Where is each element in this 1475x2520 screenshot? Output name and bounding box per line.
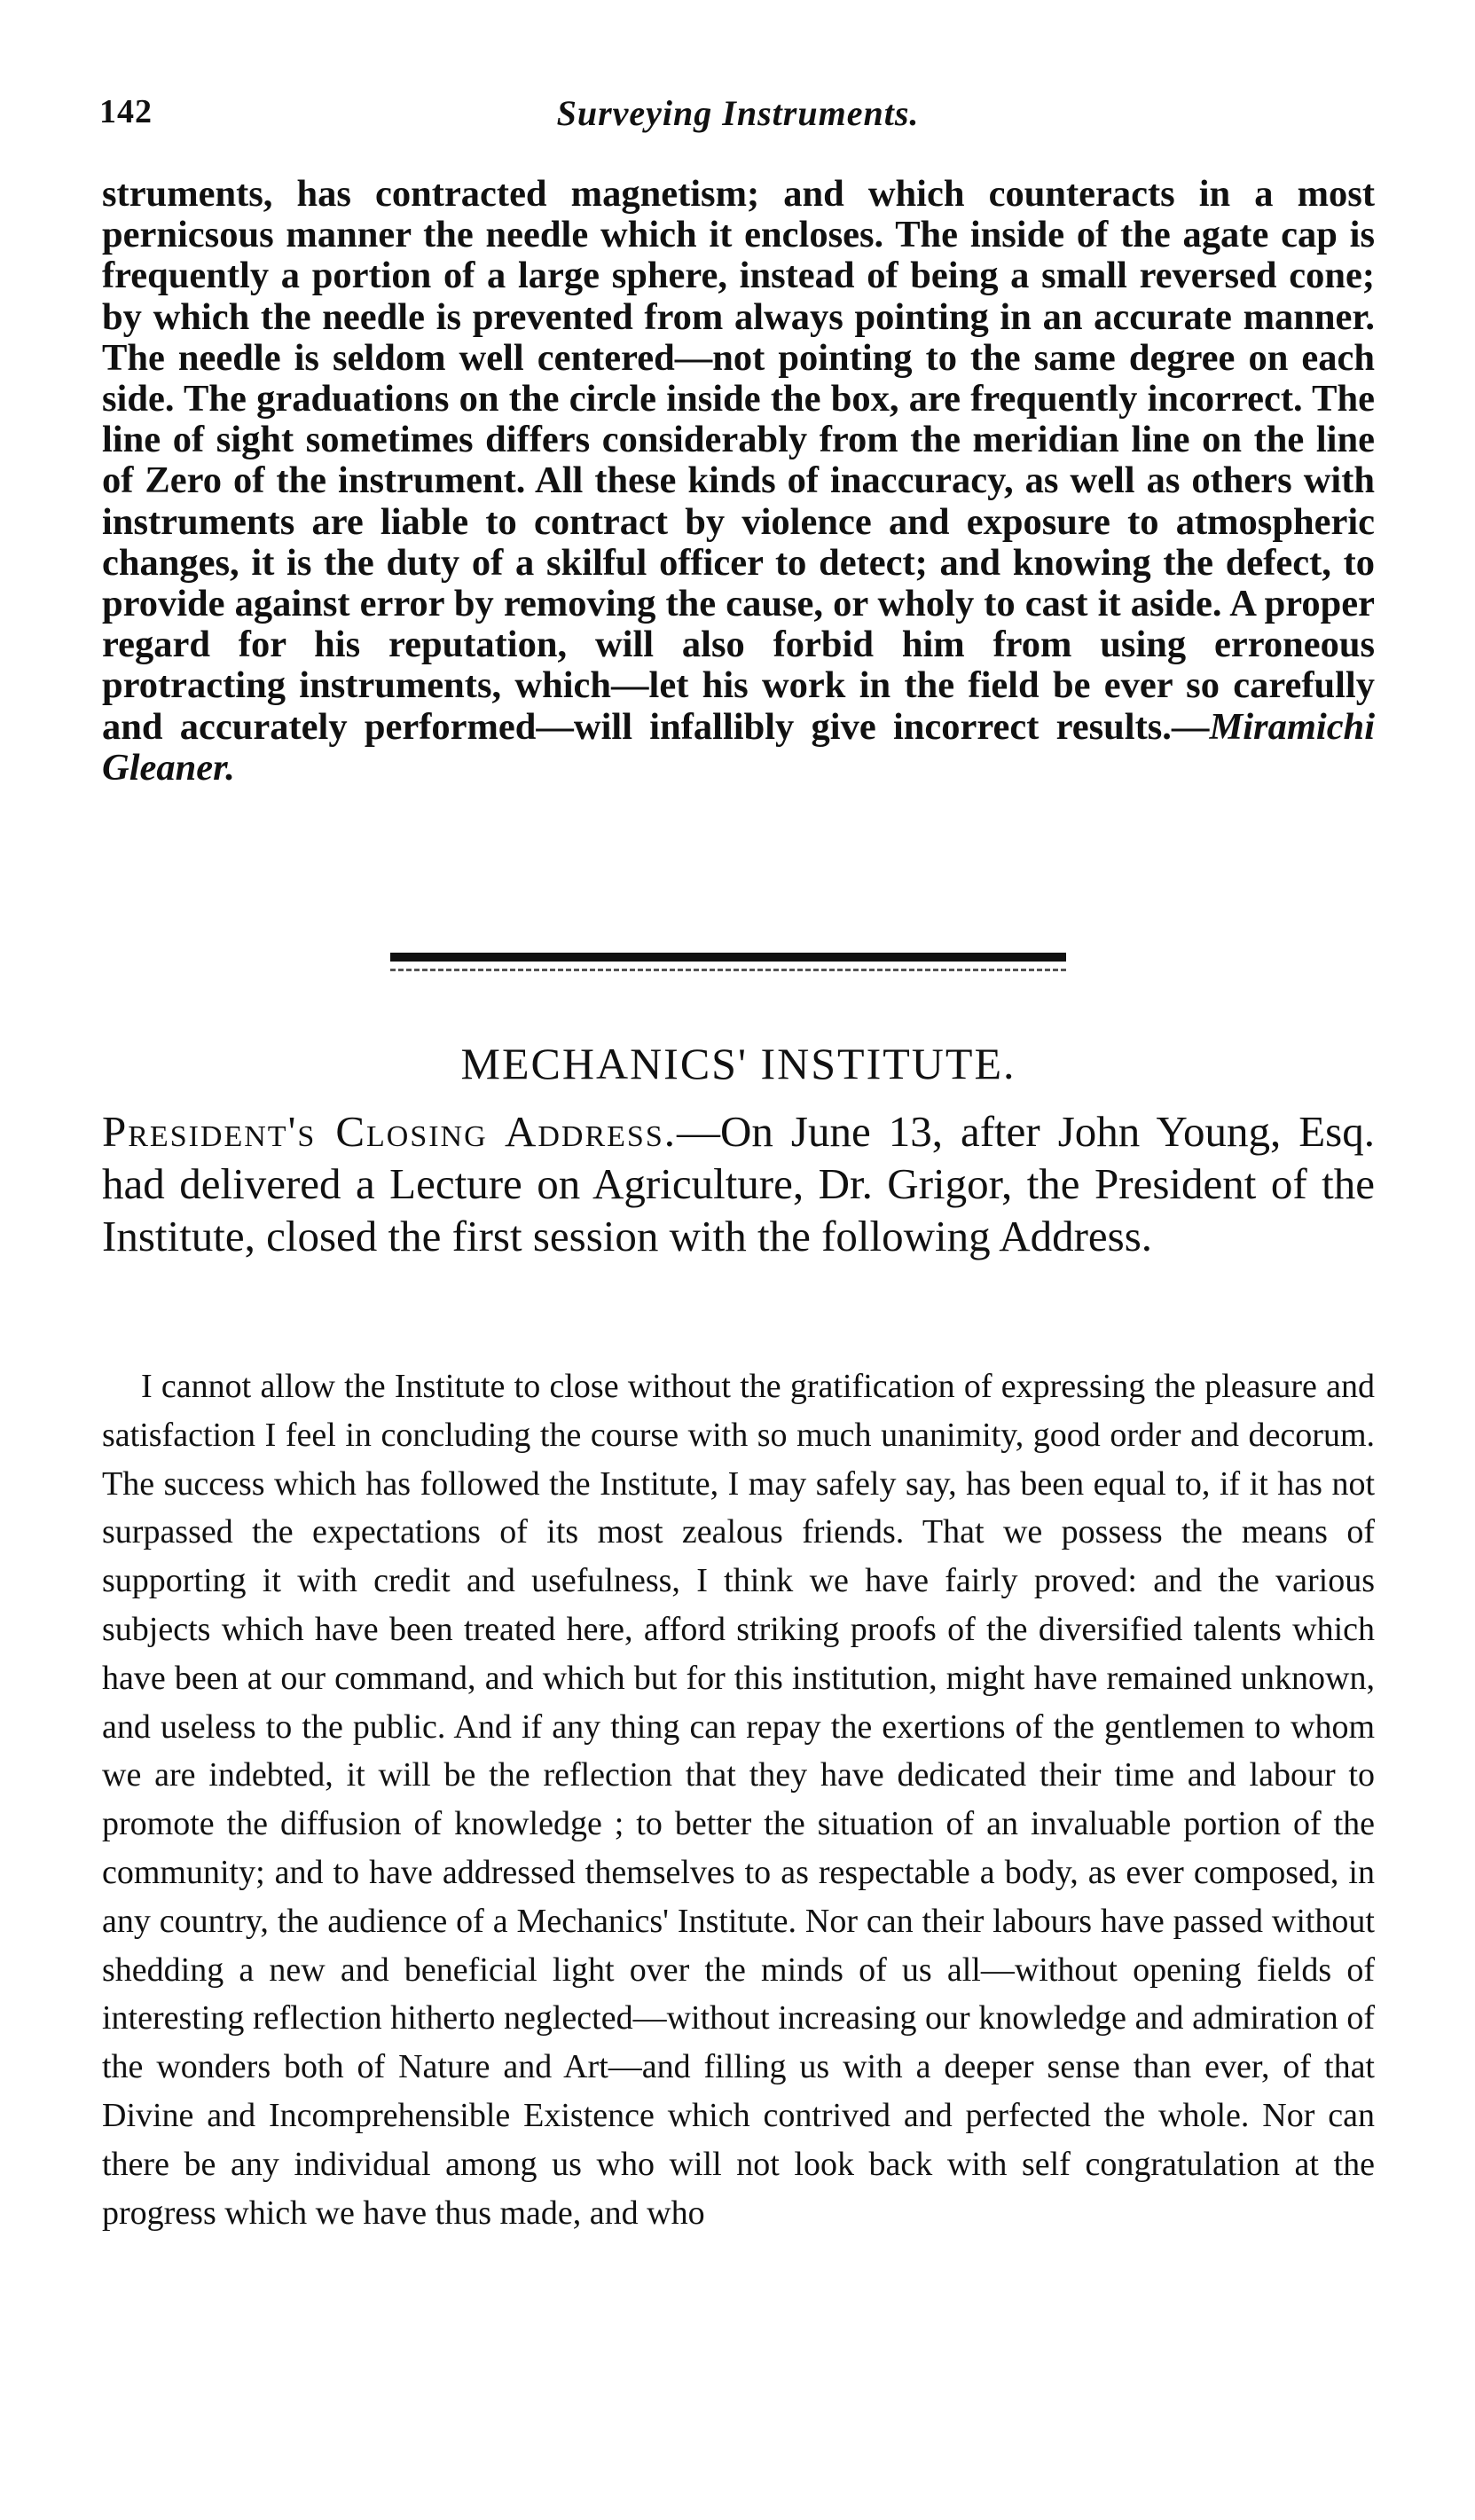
running-title: Surveying Instruments. (556, 93, 920, 133)
surveying-article-paragraph (102, 174, 1375, 789)
divider-thin-rule (390, 969, 1066, 971)
divider-thick-rule (390, 953, 1066, 962)
section-heading: MECHANICS' INSTITUTE. (460, 1039, 1016, 1088)
page-header (99, 92, 1377, 145)
address-intro-text: —On June 13, after John Young, Esq. had delivered a Lecture on Agriculture, Dr. Grigor, the President of the Institute, closed the first session with the following Address. (102, 1107, 1375, 1260)
address-body-paragraph: I cannot allow the Institute to close without the gratification of expressing the pleasure and satisfaction I feel in concluding the course with so much unanimity, good order and decorum. The success which has followed the Institute, I may safely say, has been equal to, if it has not surpassed the expectations of its most zealous friends. That we possess the means of supporting it with credit and usefulness, I think we have fairly proved: and the various subjects which have been treated here, afford striking proofs of the diversified talents which have been at our command, and which but for this institution, might have remained unknown, and useless to the public. And if any thing can repay the exertions of the gentlemen to whom we are indebted, it will be the reflection that they have dedicated their time and labour to promote the diffusion of knowledge ; to better the situation of an invaluable portion of the community; and to have addressed themselves to as respectable a body, as ever composed, in any country, the audience of a Mechanics' Institute. Nor can their labours have passed without shedding a new and beneficial light over the minds of us all—without opening fields of interesting reflection hitherto neglected—without increasing our knowledge and admiration of the wonders both of Nature and Art—and filling us with a deeper sense than ever, of that Divine and Incomprehensible Existence which contrived and perfected the whole. Nor can there be any individual among us who will not look back with self congratulation at the progress which we have thus made, and who (102, 1368, 1375, 2232)
section-divider (390, 947, 1066, 977)
surveying-article-text: struments, has contracted magnetism; and which counteracts in a most pernicsous manner the needle which it encloses. The inside of the agate cap is frequently a portion of a large sphere, instead of being a small reversed cone; by which the needle is prevented from always pointing in an accurate manner. The needle is seldom well centered—not pointing to the same degree on each side. The graduations on the circle inside the box, are frequently incorrect. The line of sight sometimes differs considerably from the meridian line on the line of Zero of the instrument. All these kinds of inaccuracy, as well as others with instruments are liable to contract by violence and exposure to atmospheric changes, it is the duty of a skilful officer to detect; and knowing the defect, to provide against error by removing the cause, or wholy to cast it aside. A proper regard for his reputation, will also forbid him from using erroneous protracting instruments, which—let his work in the field be ever so carefully and accurately performed—will infallibly give incorrect results.— (102, 173, 1375, 748)
article-source: Miramichi Gleaner. (102, 705, 1375, 789)
page-number: 142 (99, 93, 153, 130)
address-caption: President's Closing Address. (102, 1107, 677, 1156)
address-intro-paragraph (102, 1105, 1375, 1262)
